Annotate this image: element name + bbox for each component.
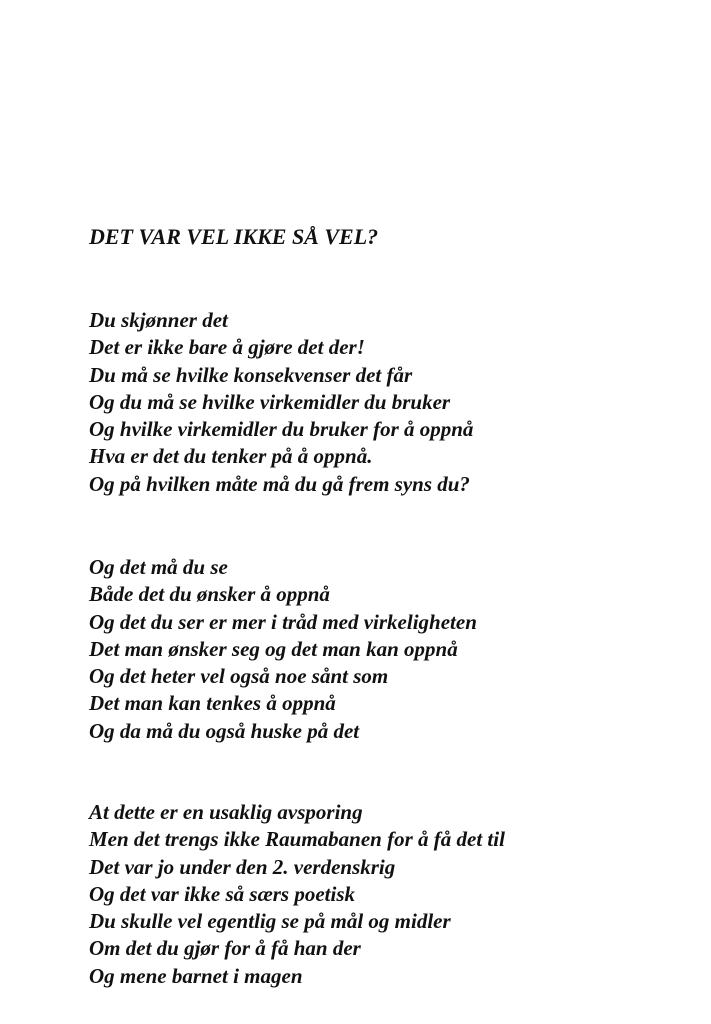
poem-line: Det man kan tenkes å oppnå (89, 691, 336, 716)
stanza-3 (89, 799, 505, 990)
poem-line: Og det var ikke så særs poetisk (89, 881, 355, 906)
poem-line: Hva er det du tenker på å oppnå. (89, 444, 373, 469)
poem-line: Og det må du se (89, 555, 228, 579)
poem-line: Og det du ser er mer i tråd med virkeligheten (89, 609, 477, 634)
poem-line: Det var jo under den 2. verdenskrig (89, 854, 396, 879)
poem-line: Du skjønner det (89, 308, 228, 332)
poem-line: Og du må se hvilke virkemidler du bruker (89, 389, 451, 414)
poem-line: Og på hvilken måte må du gå frem syns du? (89, 471, 470, 496)
stanza-2 (89, 554, 477, 745)
poem-line: Og hvilke virkemidler du bruker for å oppnå (89, 417, 474, 442)
poem-line: Både det du ønsker å oppnå (89, 582, 330, 607)
poem-line: Om det du gjør for å få han der (89, 936, 361, 961)
poem-line: Og mene barnet i magen (89, 963, 303, 988)
poem-line: Og det heter vel også noe sånt som (89, 664, 389, 689)
poem-line: Men det trengs ikke Raumabanen for å få det til (89, 827, 505, 852)
poem-title: DET VAR VEL IKKE SÅ VEL? (89, 224, 379, 249)
poem-line: Det man ønsker seg og det man kan oppnå (89, 636, 458, 661)
stanza-1 (89, 307, 473, 498)
poem-line: Og da må du også huske på det (89, 718, 360, 743)
poem-line: Du skulle vel egentlig se på mål og midler (89, 909, 451, 934)
poem-line: Det er ikke bare å gjøre det der! (89, 335, 365, 360)
poem-line: Du må se hvilke konsekvenser det får (89, 362, 413, 387)
poem-line: At dette er en usaklig avsporing (89, 800, 363, 824)
